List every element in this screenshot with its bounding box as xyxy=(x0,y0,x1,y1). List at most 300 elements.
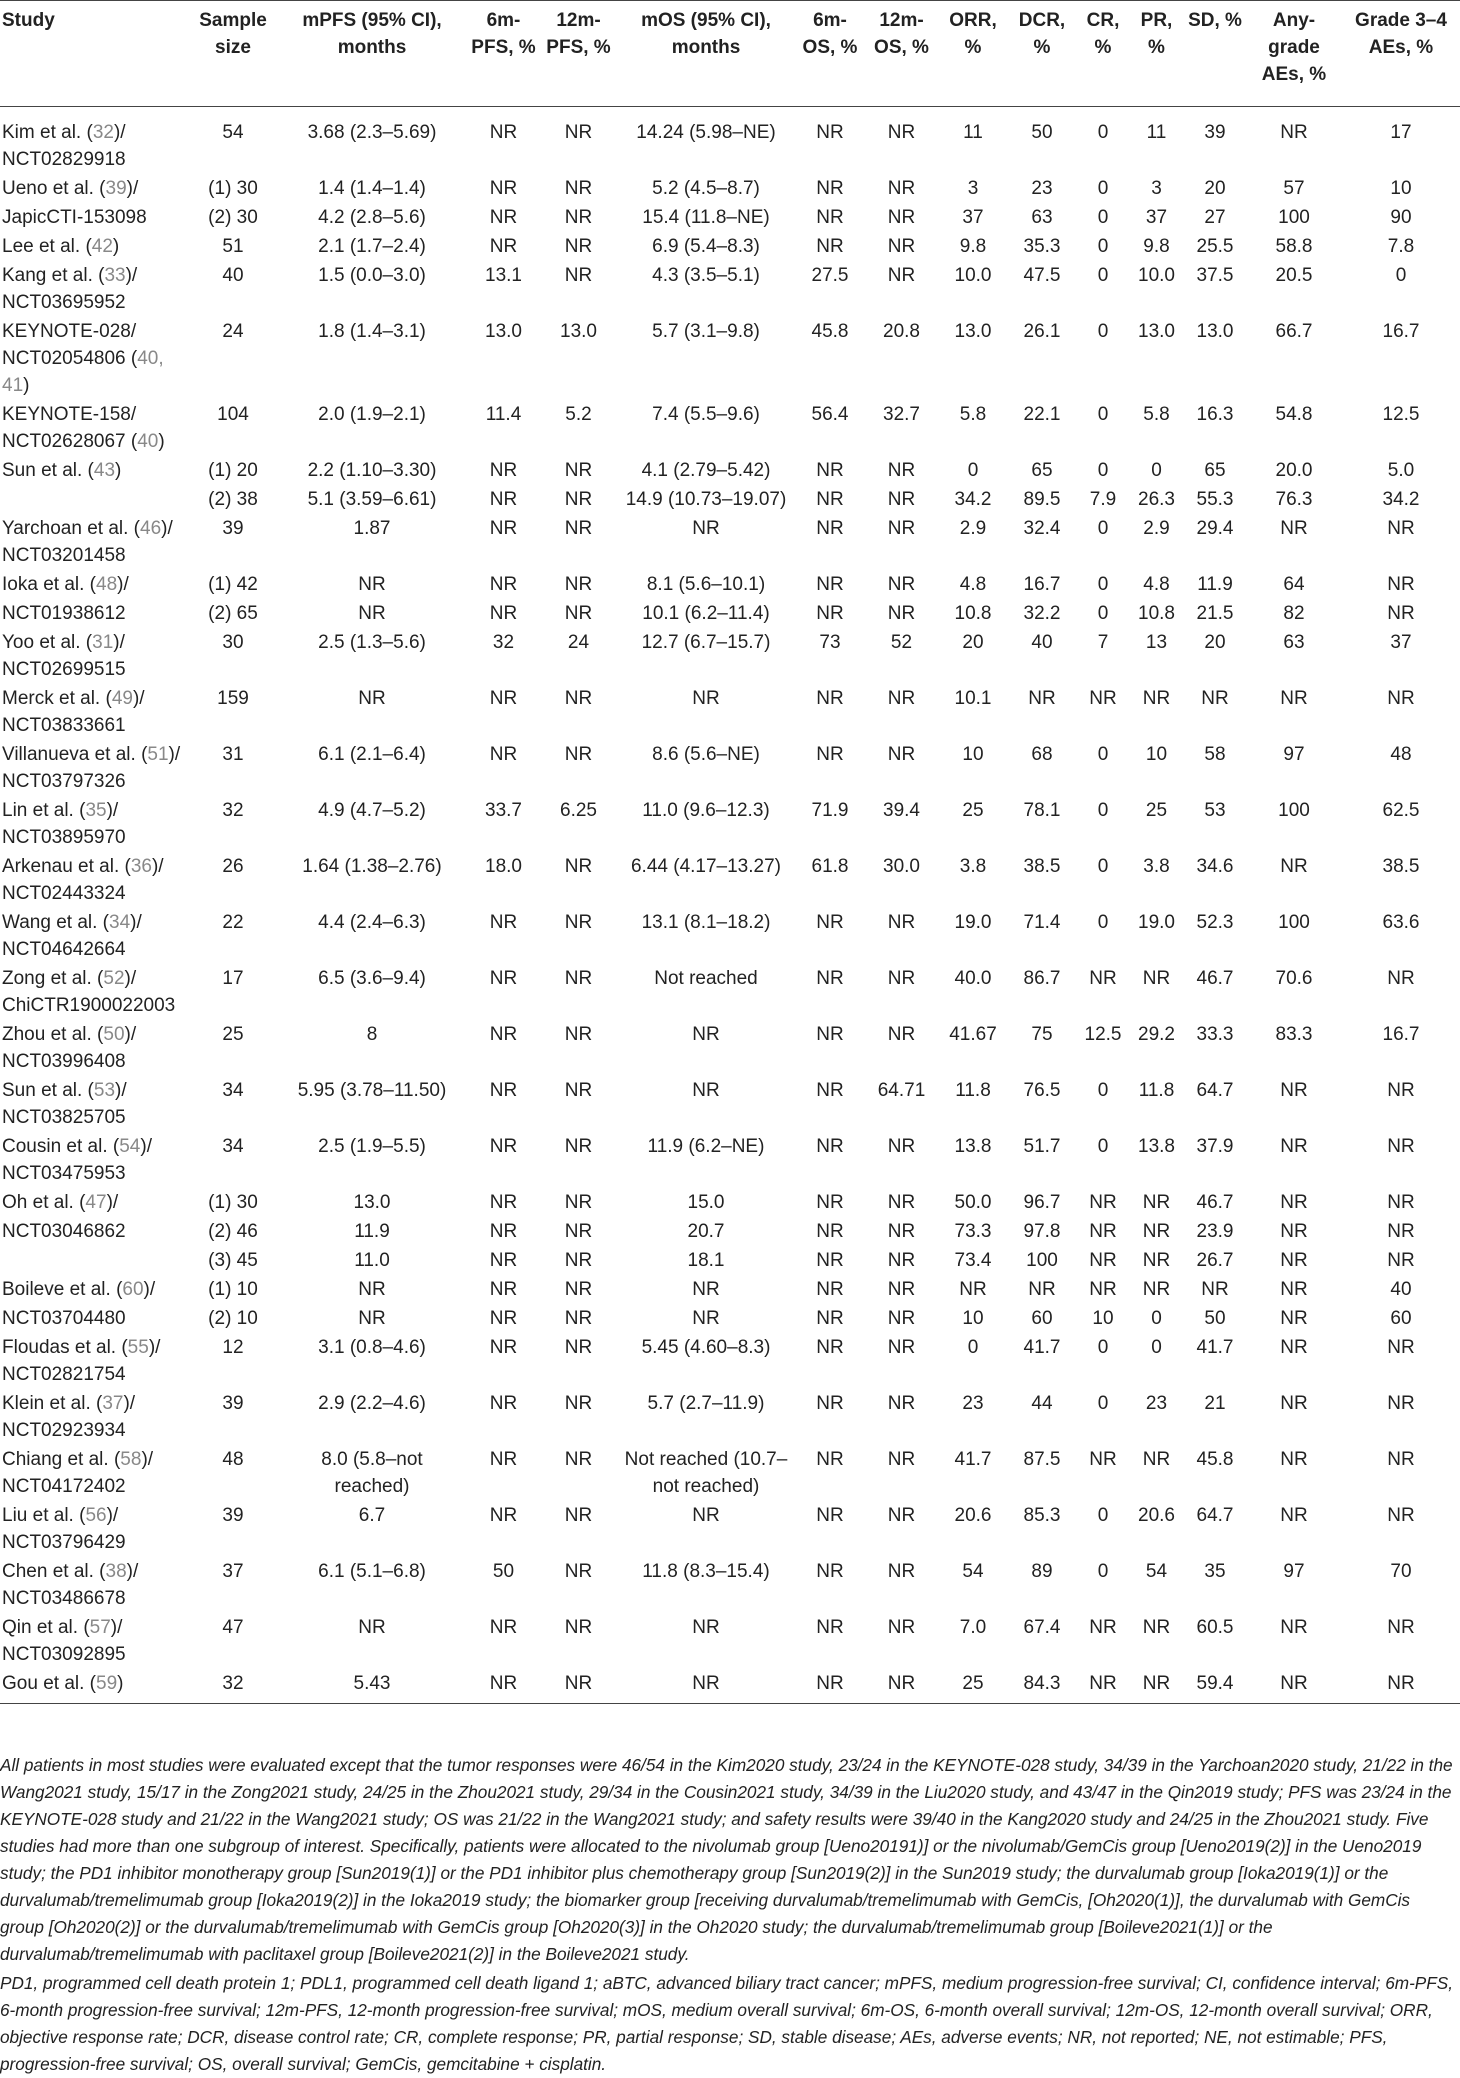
study-reference[interactable]: 40, 41 xyxy=(2,348,164,396)
value-cell: NR xyxy=(564,603,593,624)
value-cell: NR xyxy=(959,1279,987,1300)
value-cell: 63 xyxy=(1283,632,1305,653)
value-cell: 29.2 xyxy=(1138,1024,1175,1045)
value-cell: NR xyxy=(1280,518,1308,539)
value-cell: 13.0 xyxy=(1196,321,1234,342)
value-cell: 19.0 xyxy=(1138,912,1175,933)
value-cell: 78.1 xyxy=(1023,800,1061,821)
value-cell: 16.3 xyxy=(1196,404,1234,425)
value-cell: 21 xyxy=(1204,1393,1226,1414)
study-registry: )/ NCT02699515 xyxy=(2,632,126,680)
value-cell: NR xyxy=(489,744,518,765)
value-cell: NR xyxy=(816,1250,844,1271)
value-cell: 10.8 xyxy=(954,603,992,624)
value-cell: NR xyxy=(816,207,844,228)
value-cell: NR xyxy=(564,1192,593,1213)
value-cell: 34.6 xyxy=(1196,856,1234,877)
study-reference[interactable]: 39 xyxy=(105,178,127,199)
study-name: Oh et al. ( xyxy=(2,1192,86,1213)
value-cell: 52 xyxy=(890,632,913,653)
value-cell: 23 xyxy=(1145,1393,1168,1414)
table-row xyxy=(0,1500,1460,1556)
value-cell: NR xyxy=(1028,688,1056,709)
value-cell: NR xyxy=(489,236,518,257)
value-cell: NR xyxy=(816,1221,844,1242)
value-cell: NR xyxy=(887,968,916,989)
value-cell: 84.3 xyxy=(1007,1668,1077,1704)
value-cell: 25 xyxy=(962,800,984,821)
value-cell: NR xyxy=(564,207,593,228)
value-cell: 23.9 xyxy=(1196,1221,1234,1242)
value-cell: 51 xyxy=(222,236,244,257)
value-cell: 18.1 xyxy=(687,1250,725,1271)
study-cell xyxy=(0,963,188,1019)
value-cell: NR xyxy=(1201,1279,1229,1300)
value-cell: 22.1 xyxy=(1023,404,1061,425)
value-cell: 82 xyxy=(1283,603,1305,624)
table-row xyxy=(0,202,1460,231)
column-header: 6m-PFS, % xyxy=(466,1,541,107)
value-cell: NR xyxy=(887,1024,916,1045)
value-cell: NR xyxy=(489,1221,518,1242)
value-cell: 26.1 xyxy=(1023,321,1061,342)
value-cell: 100 xyxy=(1026,1250,1058,1271)
value-cell: NR xyxy=(816,1393,844,1414)
study-reference[interactable]: 60 xyxy=(122,1279,144,1300)
value-cell: NR xyxy=(816,1279,844,1300)
value-cell: 5.1 (3.59–6.61) xyxy=(307,489,437,510)
value-cell: NR xyxy=(1089,968,1117,989)
value-cell: 75 xyxy=(1031,1024,1053,1045)
study-name: Klein et al. ( xyxy=(2,1393,103,1414)
footnote-evaluation: All patients in most studies were evaluated except that the tumor responses were 46/54 in the Kim2020 study, 23/24 in the KEYNOTE-028 study, 34/39 in the Yarchoan2020 study, 21/22 in the Wang2021 study, 15/17 in the Zong2021 study, 24/25 in the Zhou2021 study, 29/34 in the Cousin2021 study, 34/39 in the Liu2020 study, and 43/47 in the Qin2019 study; PFS was 23/24 in the KEYNOTE-028 study and 21/22 in the Wang2021 study; OS was 21/22 in the Wang2021 study; and safety results were 39/40 in the Kang2020 study and 24/25 in the Zhou2021 study. Five studies had more than one subgroup of interest. Specifically, patients were allocated to the nivolumab group [Ueno20191)] or the nivolumab/GemCis group [Ueno2019(2)] in the Ueno2019 study; the PD1 inhibitor monotherapy group [Sun2019(1)] or the PD1 inhibitor plus chemotherapy group [Sun2019(2)] in the Sun2019 study; the durvalumab group [Ioka2019(1)] or the durvalumab/tremelimumab group [Ioka2019(2)] in the Ioka2019 study; the biomarker group [receiving durvalumab/tremelimumab with GemCis, [Oh2020(1)], the durvalumab with GemCis group [Oh2020(2)] or the durvalumab/tremelimumab with GemCis group [Oh2020(3)] in the Oh2020 study; the durvalumab/tremelimumab group [Boileve2021(1)] or the durvalumab/tremelimumab with paclitaxel group [Boileve2021(2)] in the Boileve2021 study. xyxy=(0,1755,1453,1964)
study-cell xyxy=(0,107,188,174)
study-registry: )/ NCT04172402 xyxy=(2,1449,154,1497)
value-cell: 73 xyxy=(819,632,841,653)
value-cell: 30.0 xyxy=(883,856,920,877)
value-cell: NR xyxy=(489,1250,518,1271)
value-cell: NR xyxy=(1089,1617,1117,1638)
value-cell: 58 xyxy=(1204,744,1226,765)
value-cell: NR xyxy=(1280,1080,1308,1101)
value-cell: 39 xyxy=(222,1505,244,1526)
value-cell: 7.4 (5.5–9.6) xyxy=(652,404,760,425)
study-registry: ) xyxy=(23,375,30,396)
value-cell: 12.5 xyxy=(1084,1024,1122,1045)
value-cell: NR xyxy=(1089,688,1117,709)
value-cell: NR xyxy=(796,1668,864,1704)
value-cell: 46.7 xyxy=(1196,1192,1234,1213)
study-name: NCT03704480 xyxy=(2,1308,126,1329)
value-cell: NR xyxy=(887,265,916,286)
value-cell: NR xyxy=(466,1668,541,1704)
value-cell: 12 xyxy=(222,1337,244,1358)
table-row xyxy=(0,107,1460,174)
value-cell: NR xyxy=(564,1221,593,1242)
value-cell: NR xyxy=(1280,1136,1308,1157)
value-cell: 17 xyxy=(222,968,244,989)
column-header: mPFS (95% CI), months xyxy=(278,1,466,107)
study-reference[interactable]: 36 xyxy=(130,856,152,877)
value-cell: NR xyxy=(564,1279,593,1300)
study-reference[interactable]: 58 xyxy=(120,1449,142,1470)
value-cell: 41.7 xyxy=(1196,1337,1234,1358)
study-name: Arkenau et al. ( xyxy=(2,856,131,877)
study-name: Chiang et al. ( xyxy=(2,1449,121,1470)
value-cell: NR xyxy=(1142,1617,1171,1638)
study-name: Qin et al. ( xyxy=(2,1617,90,1638)
table-row xyxy=(0,1216,1460,1245)
value-cell: NR xyxy=(1387,1192,1415,1213)
value-cell: 10 xyxy=(1145,744,1168,765)
value-cell: 6.5 (3.6–9.4) xyxy=(318,968,426,989)
value-cell: NR xyxy=(692,1080,720,1101)
value-cell: NR xyxy=(489,1308,518,1329)
value-cell: NR xyxy=(692,1505,720,1526)
study-registry: )/ ChiCTR1900022003 xyxy=(2,968,176,1016)
value-cell: NR xyxy=(1142,688,1171,709)
value-cell: 5.2 xyxy=(565,404,592,425)
column-header: CR, % xyxy=(1077,1,1129,107)
value-cell: NR xyxy=(564,122,593,143)
study-reference[interactable]: 54 xyxy=(119,1136,141,1157)
value-cell: NR xyxy=(887,603,916,624)
value-cell: NR xyxy=(887,122,916,143)
table-row xyxy=(0,683,1460,739)
value-cell: 48 xyxy=(1390,744,1412,765)
study-reference[interactable]: 49 xyxy=(111,688,133,709)
value-cell: NR xyxy=(489,1279,518,1300)
study-reference[interactable]: 37 xyxy=(102,1393,124,1414)
value-cell: 14.24 (5.98–NE) xyxy=(636,122,776,143)
value-cell: 0 xyxy=(1097,603,1109,624)
study-reference[interactable]: 31 xyxy=(92,632,114,653)
study-reference[interactable]: 55 xyxy=(127,1337,149,1358)
value-cell: 89 xyxy=(1031,1561,1053,1582)
value-cell: 16.7 xyxy=(1023,574,1061,595)
value-cell: 22 xyxy=(222,912,244,933)
value-cell: 8.0 (5.8–not reached) xyxy=(321,1449,423,1497)
value-cell: 10.1 xyxy=(954,688,992,709)
value-cell: 10.8 xyxy=(1138,603,1175,624)
value-cell: NR xyxy=(358,688,386,709)
value-cell: NR xyxy=(1387,1337,1415,1358)
study-reference[interactable]: 32 xyxy=(92,122,114,143)
value-cell: NR xyxy=(1077,1668,1129,1704)
table-row xyxy=(0,1274,1460,1303)
value-cell: 0 xyxy=(1097,1080,1109,1101)
value-cell: 46.7 xyxy=(1196,968,1234,989)
value-cell: NR xyxy=(564,1308,593,1329)
study-reference[interactable]: 43 xyxy=(93,460,116,481)
study-cell xyxy=(0,1131,188,1187)
table-row xyxy=(0,231,1460,260)
value-cell: NR xyxy=(564,265,593,286)
value-cell: 18.0 xyxy=(485,856,522,877)
value-cell: NR xyxy=(887,1250,916,1271)
value-cell: 32 xyxy=(188,1668,278,1704)
value-cell: 13.8 xyxy=(1138,1136,1175,1157)
column-header: Grade 3–4 AEs, % xyxy=(1342,1,1460,107)
value-cell: NR xyxy=(1387,968,1415,989)
value-cell: 71.9 xyxy=(811,800,849,821)
value-cell: 4.8 xyxy=(1143,574,1170,595)
value-cell: 34.2 xyxy=(954,489,992,510)
study-reference[interactable]: 35 xyxy=(85,800,107,821)
value-cell: NR xyxy=(1028,1279,1056,1300)
study-reference[interactable]: 38 xyxy=(105,1561,127,1582)
value-cell: 44 xyxy=(1031,1393,1053,1414)
study-reference[interactable]: 51 xyxy=(147,744,169,765)
study-registry: ) xyxy=(158,431,165,452)
value-cell: 27 xyxy=(1204,207,1226,228)
value-cell: NR xyxy=(489,178,518,199)
value-cell: 0 xyxy=(1097,236,1109,257)
value-cell: 10.1 (6.2–11.4) xyxy=(642,603,770,624)
study-cell xyxy=(0,202,188,231)
study-reference[interactable]: 59 xyxy=(96,1673,118,1694)
value-cell: NR xyxy=(564,1250,593,1271)
value-cell: NR xyxy=(564,1617,593,1638)
table-row xyxy=(0,1131,1460,1187)
value-cell: 0 xyxy=(1097,1561,1109,1582)
value-cell: NR xyxy=(887,489,916,510)
study-registry: )/ NCT03475953 xyxy=(2,1136,152,1184)
value-cell: NR xyxy=(1280,1279,1308,1300)
value-cell: 25.5 xyxy=(1196,236,1234,257)
value-cell: 10.0 xyxy=(954,265,992,286)
study-reference[interactable]: 34 xyxy=(109,912,131,933)
value-cell: 11.9 xyxy=(354,1221,390,1242)
value-cell: 37 xyxy=(222,1561,244,1582)
value-cell: NR xyxy=(887,1337,916,1358)
value-cell: NR xyxy=(816,518,844,539)
study-reference[interactable]: 53 xyxy=(93,1080,116,1101)
value-cell: 47.5 xyxy=(1023,265,1061,286)
value-cell: NR xyxy=(489,1505,518,1526)
study-name: Gou et al. ( xyxy=(2,1673,96,1694)
value-cell: 52.3 xyxy=(1196,912,1234,933)
value-cell: NR xyxy=(564,1080,593,1101)
study-cell xyxy=(0,1500,188,1556)
value-cell: NR xyxy=(1342,1668,1460,1704)
value-cell: 10 xyxy=(1092,1308,1114,1329)
value-cell: 59.4 xyxy=(1184,1668,1246,1704)
value-cell: 24 xyxy=(567,632,590,653)
value-cell: 20.8 xyxy=(883,321,920,342)
value-cell: 76.3 xyxy=(1275,489,1313,510)
value-cell: (3) 45 xyxy=(208,1250,258,1271)
table-body xyxy=(0,107,1460,1704)
value-cell: NR xyxy=(1280,1449,1308,1470)
value-cell: NR xyxy=(816,122,844,143)
value-cell: 87.5 xyxy=(1023,1449,1061,1470)
value-cell: NR xyxy=(887,912,916,933)
value-cell: (1) 30 xyxy=(208,178,258,199)
study-reference[interactable]: 42 xyxy=(91,236,113,257)
value-cell: 4.9 (4.7–5.2) xyxy=(318,800,426,821)
study-registry: )/ NCT03833661 xyxy=(2,688,145,736)
value-cell: 1.5 (0.0–3.0) xyxy=(318,265,426,286)
study-cell xyxy=(0,598,188,627)
value-cell: 0 xyxy=(1097,574,1109,595)
value-cell: NR xyxy=(1387,1136,1415,1157)
study-cell xyxy=(0,569,188,598)
value-cell: 3.68 (2.3–5.69) xyxy=(307,122,437,143)
value-cell: NR xyxy=(489,489,518,510)
value-cell: NR xyxy=(358,1279,386,1300)
table-row xyxy=(0,627,1460,683)
study-reference[interactable]: 52 xyxy=(103,968,125,989)
study-name: Zong et al. ( xyxy=(2,968,104,989)
study-name: Sun et al. ( xyxy=(2,1080,94,1101)
value-cell: 14.9 (10.73–19.07) xyxy=(625,489,787,510)
column-header: PR, % xyxy=(1129,1,1184,107)
value-cell: 8.6 (5.6–NE) xyxy=(652,744,760,765)
value-cell: NR xyxy=(1089,1449,1117,1470)
value-cell: 58.8 xyxy=(1275,236,1313,257)
study-reference[interactable]: 33 xyxy=(104,265,126,286)
study-name: Kim et al. ( xyxy=(2,122,93,143)
value-cell: 100 xyxy=(1278,800,1310,821)
value-cell: 3.1 (0.8–4.6) xyxy=(318,1337,426,1358)
value-cell: 100 xyxy=(1278,912,1310,933)
value-cell: NR xyxy=(816,178,844,199)
value-cell: 11 xyxy=(1146,122,1167,143)
value-cell: 16.7 xyxy=(1382,1024,1420,1045)
study-reference[interactable]: 47 xyxy=(85,1192,107,1213)
table-row xyxy=(0,1019,1460,1075)
value-cell: 66.7 xyxy=(1275,321,1313,342)
value-cell: NR xyxy=(816,603,844,624)
header-row xyxy=(0,1,1460,107)
value-cell: 0 xyxy=(967,1337,979,1358)
table-row xyxy=(0,963,1460,1019)
value-cell: NR xyxy=(692,1024,720,1045)
study-reference[interactable]: 48 xyxy=(96,574,118,595)
value-cell: NR xyxy=(887,1617,916,1638)
value-cell: 15.4 (11.8–NE) xyxy=(642,207,770,228)
value-cell: NR xyxy=(692,1617,720,1638)
study-reference[interactable]: 40 xyxy=(137,431,159,452)
value-cell: NR xyxy=(816,744,844,765)
value-cell: NR xyxy=(1387,603,1415,624)
table-row xyxy=(0,1556,1460,1612)
value-cell: 32 xyxy=(222,800,244,821)
value-cell: Not reached xyxy=(654,968,758,989)
value-cell: 0 xyxy=(1097,1393,1109,1414)
value-cell: 12.7 (6.7–15.7) xyxy=(641,632,771,653)
value-cell: 13.0 xyxy=(353,1192,391,1213)
value-cell: 45.8 xyxy=(1196,1449,1234,1470)
value-cell: 0 xyxy=(1097,1136,1109,1157)
value-cell: 4.1 (2.79–5.42) xyxy=(641,460,771,481)
study-registry: )/ NCT02923934 xyxy=(2,1393,136,1441)
value-cell: 5.2 (4.5–8.7) xyxy=(652,178,760,199)
value-cell: 9.8 xyxy=(959,236,987,257)
value-cell: 25 xyxy=(1145,800,1168,821)
value-cell: NR xyxy=(564,968,593,989)
value-cell: NR xyxy=(489,688,518,709)
value-cell: NR xyxy=(1387,1505,1415,1526)
study-cell xyxy=(0,1668,188,1704)
value-cell: 5.8 xyxy=(1143,404,1170,425)
value-cell: NR xyxy=(489,1136,518,1157)
value-cell: NR xyxy=(1387,688,1415,709)
value-cell: 97.8 xyxy=(1023,1221,1061,1242)
value-cell: NR xyxy=(489,1024,518,1045)
value-cell: NR xyxy=(489,1393,518,1414)
value-cell: 0 xyxy=(1097,460,1109,481)
value-cell: NR xyxy=(1089,1221,1117,1242)
column-header: ORR, % xyxy=(939,1,1007,107)
value-cell: 13 xyxy=(1145,632,1168,653)
table-row xyxy=(0,1668,1460,1704)
value-cell: 39.4 xyxy=(883,800,920,821)
value-cell: (2) 46 xyxy=(208,1221,258,1242)
study-reference[interactable]: 56 xyxy=(85,1505,107,1526)
study-cell xyxy=(0,1332,188,1388)
value-cell: (1) 20 xyxy=(208,460,258,481)
value-cell: 32.2 xyxy=(1023,603,1061,624)
value-cell: 30 xyxy=(222,632,244,653)
value-cell: NR xyxy=(358,574,386,595)
value-cell: 40 xyxy=(1390,1279,1412,1300)
study-name: Merck et al. ( xyxy=(2,688,112,709)
study-reference[interactable]: 50 xyxy=(103,1024,125,1045)
value-cell: 70 xyxy=(1390,1561,1412,1582)
value-cell: NR xyxy=(616,1668,796,1704)
study-registry: )/ NCT03092895 xyxy=(2,1617,126,1665)
value-cell: 37 xyxy=(1145,207,1168,228)
value-cell: NR xyxy=(564,688,593,709)
value-cell: 13.1 xyxy=(485,265,522,286)
value-cell: NR xyxy=(816,1449,844,1470)
value-cell: NR xyxy=(887,744,916,765)
value-cell: 96.7 xyxy=(1023,1192,1061,1213)
study-registry: )/ NCT02443324 xyxy=(2,856,164,904)
value-cell: 73.3 xyxy=(954,1221,992,1242)
study-name: Lee et al. ( xyxy=(2,236,92,257)
value-cell: 25 xyxy=(222,1024,244,1045)
table-row xyxy=(0,513,1460,569)
value-cell: 4.8 xyxy=(959,574,987,595)
value-cell: 20.7 xyxy=(687,1221,725,1242)
study-cell xyxy=(0,231,188,260)
value-cell: 0 xyxy=(967,460,979,481)
value-cell: 11 xyxy=(963,122,983,143)
value-cell: 0 xyxy=(1097,856,1109,877)
value-cell: 5.95 (3.78–11.50) xyxy=(297,1080,447,1101)
value-cell: NR xyxy=(1387,1221,1415,1242)
value-cell: 83.3 xyxy=(1275,1024,1313,1045)
value-cell: 0 xyxy=(1097,321,1109,342)
value-cell: 65 xyxy=(1031,460,1053,481)
value-cell: (1) 30 xyxy=(208,1192,258,1213)
study-reference[interactable]: 57 xyxy=(89,1617,111,1638)
value-cell: 10 xyxy=(962,1308,984,1329)
value-cell: NR xyxy=(816,1308,844,1329)
value-cell: NR xyxy=(1089,1192,1117,1213)
value-cell: 104 xyxy=(217,404,249,425)
value-cell: NR xyxy=(1280,856,1308,877)
study-name: Chen et al. ( xyxy=(2,1561,106,1582)
value-cell: 12.5 xyxy=(1382,404,1420,425)
value-cell: NR xyxy=(1280,1393,1308,1414)
value-cell: (2) 65 xyxy=(208,603,258,624)
study-reference[interactable]: 46 xyxy=(140,518,162,539)
value-cell: NR xyxy=(1142,1279,1171,1300)
